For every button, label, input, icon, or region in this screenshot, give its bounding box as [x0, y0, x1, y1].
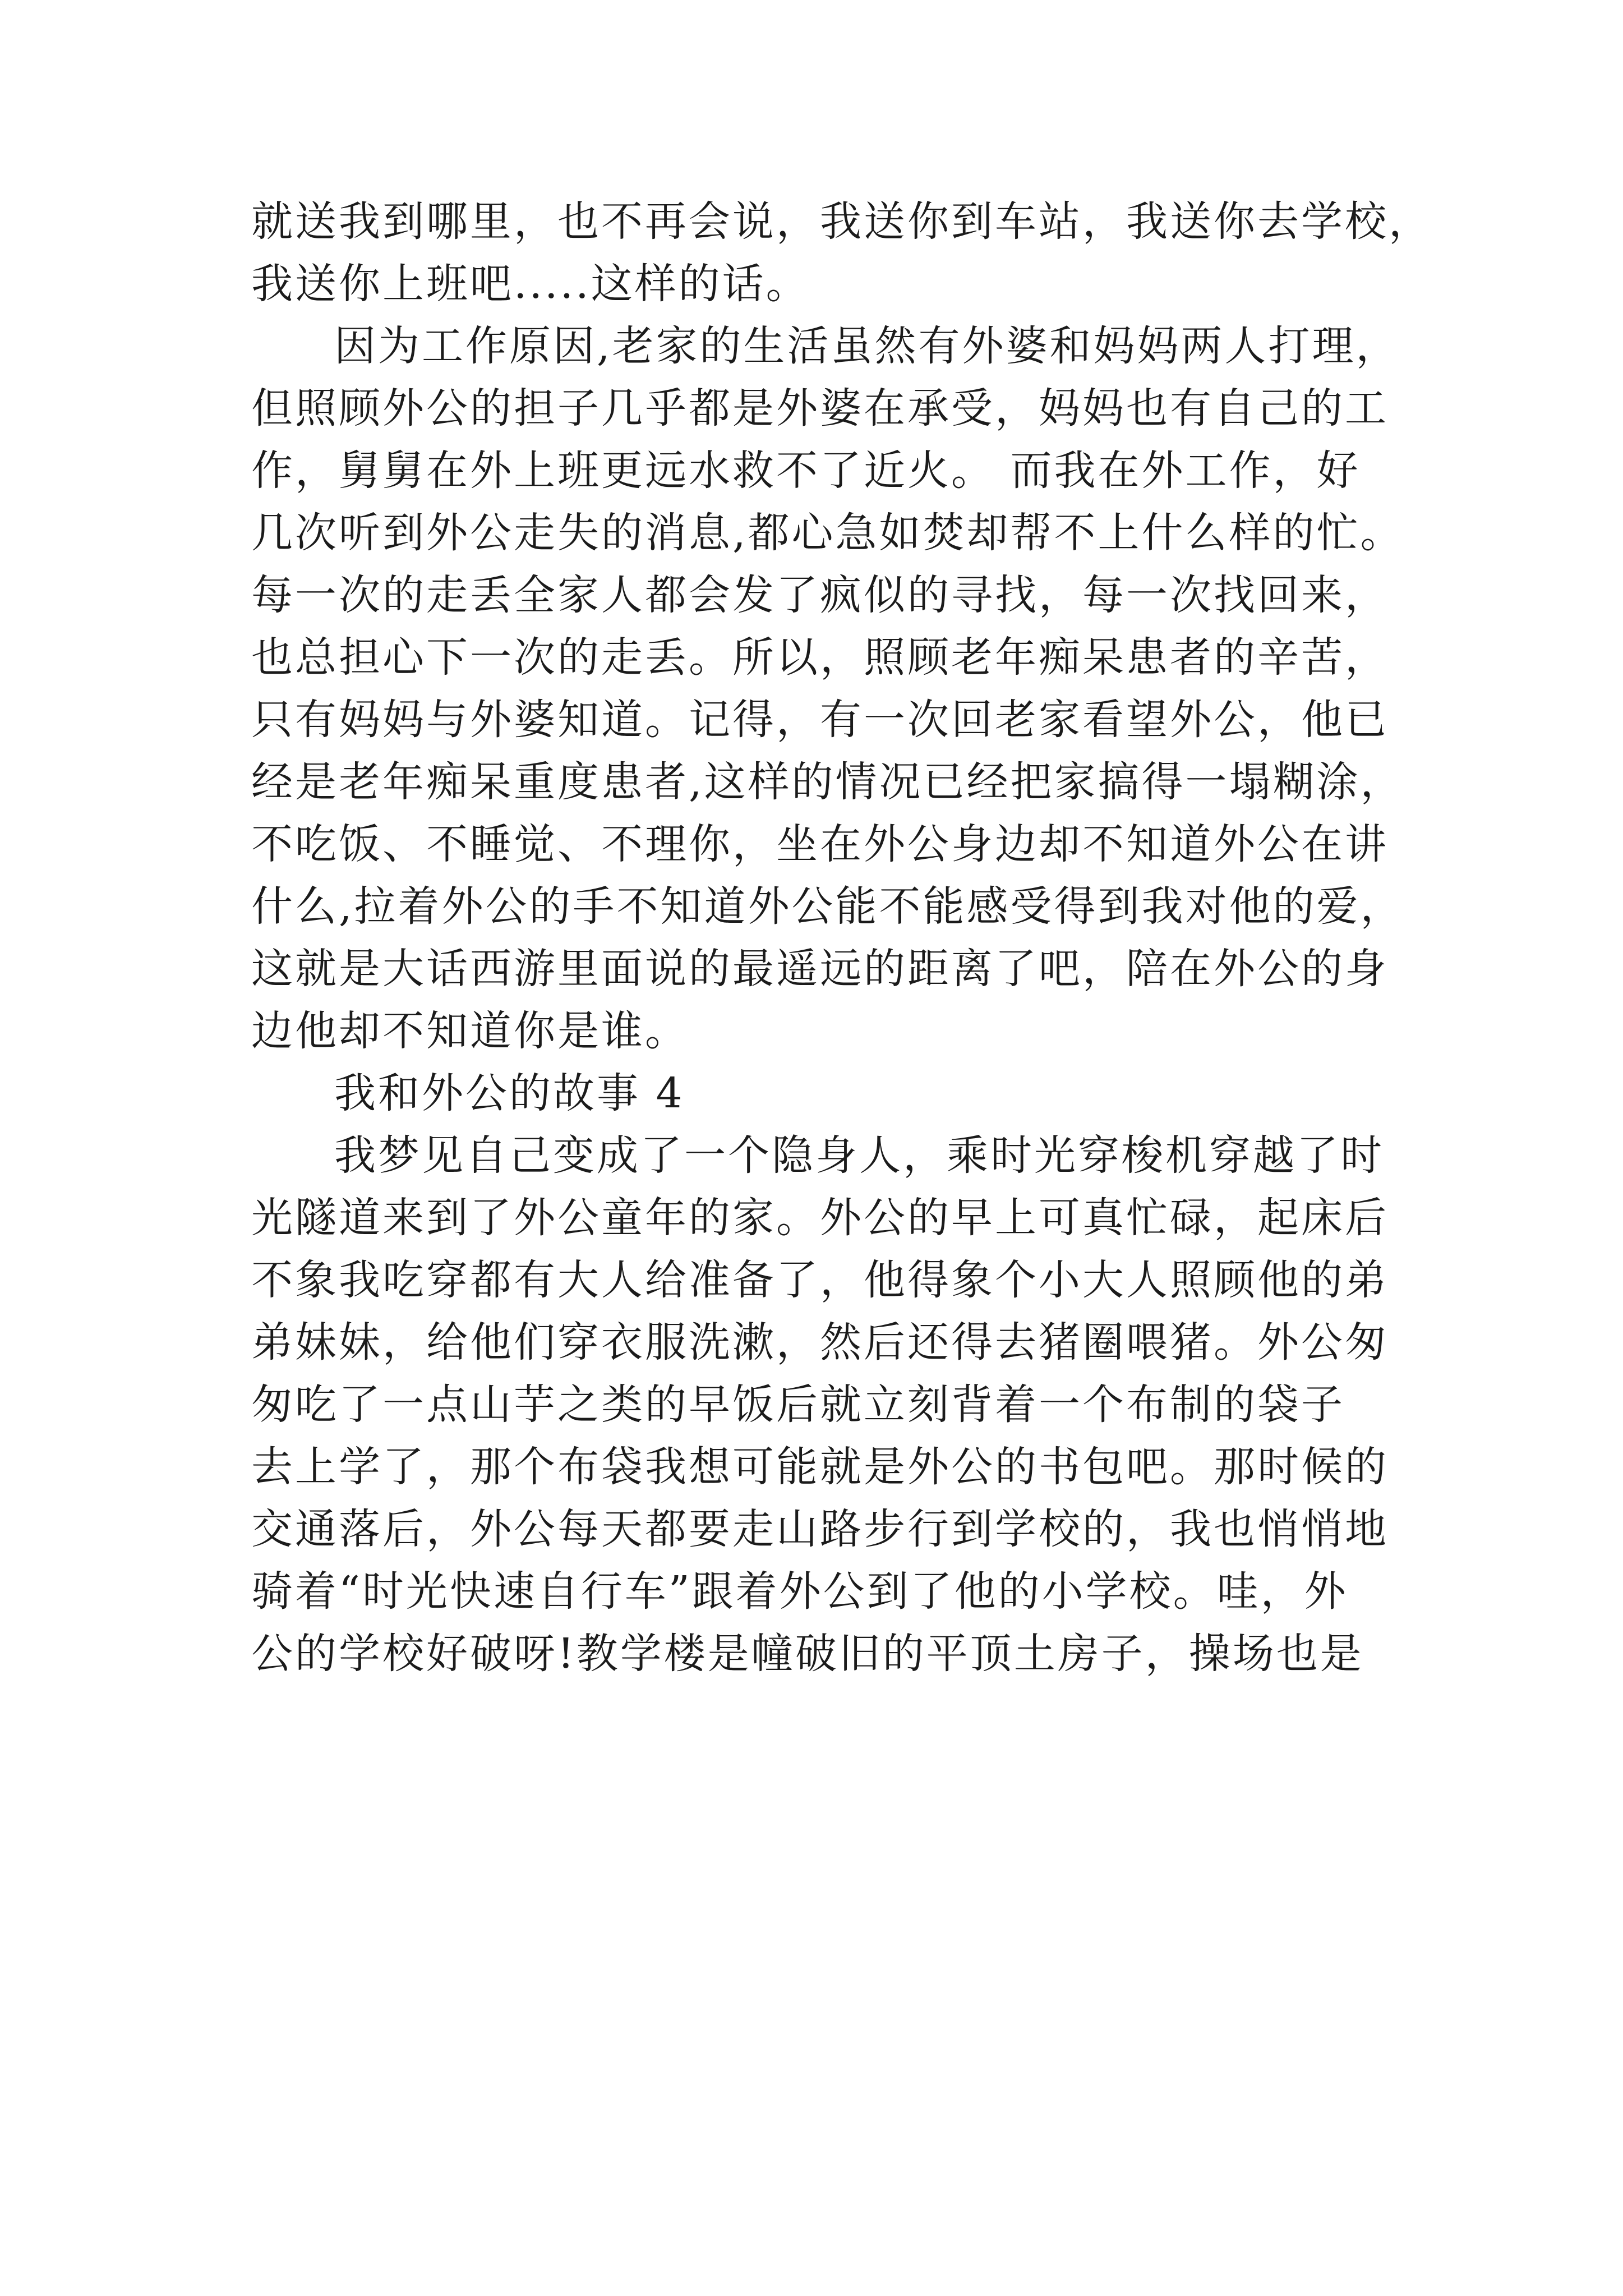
text-line: 经是老年痴呆重度患者,这样的情况已经把家搞得一塌糊涂， [251, 758, 1404, 806]
text-line: 光隧道来到了外公童年的家。外公的早上可真忙碌，起床后 [251, 1194, 1389, 1242]
text-line: 不吃饭、不睡觉、不理你，坐在外公身边却不知道外公在讲 [251, 820, 1389, 868]
text-line: 这就是大话西游里面说的最遥远的距离了吧，陪在外公的身 [251, 945, 1389, 993]
text-line: 交通落后，外公每天都要走山路步行到学校的，我也悄悄地 [251, 1505, 1389, 1553]
text-line: 但照顾外公的担子几乎都是外婆在承受，妈妈也有自己的工 [251, 384, 1389, 432]
section-heading: 我和外公的故事 4 [334, 1069, 685, 1117]
text-line: 也总担心下一次的走丢。所以，照顾老年痴呆患者的辛苦， [251, 633, 1389, 682]
text-line: 不象我吃穿都有大人给准备了，他得象个小大人照顾他的弟 [251, 1256, 1389, 1304]
text-line: 弟妹妹，给他们穿衣服洗漱，然后还得去猪圈喂猪。外公匆 [251, 1318, 1389, 1366]
text-line: 作，舅舅在外上班更远水救不了近火。 而我在外工作，好 [251, 447, 1361, 495]
text-line: 只有妈妈与外婆知道。记得，有一次回老家看望外公，他已 [251, 696, 1389, 744]
text-line: 边他却不知道你是谁。 [251, 1007, 689, 1055]
text-line: 每一次的走丢全家人都会发了疯似的寻找，每一次找回来， [251, 571, 1389, 619]
paragraph-start-line: 因为工作原因,老家的生活虽然有外婆和妈妈两人打理， [334, 322, 1400, 370]
text-line: 什么,拉着外公的手不知道外公能不能感受得到我对他的爱， [251, 882, 1404, 931]
text-line: 我送你上班吧.....这样的话。 [251, 260, 810, 308]
text-line: 公的学校好破呀!教学楼是幢破旧的平顶土房子，操场也是 [251, 1630, 1364, 1678]
text-line: 就送我到哪里，也不再会说，我送你到车站，我送你去学校， [251, 197, 1432, 246]
text-line: 几次听到外公走失的消息,都心急如焚却帮不上什么样的忙。 [251, 509, 1404, 557]
document-body [251, 191, 1432, 1685]
text-line: 骑着“时光快速自行车”跟着外公到了他的小学校。哇，外 [251, 1567, 1348, 1616]
text-line: 去上学了，那个布袋我想可能就是外公的书包吧。那时候的 [251, 1443, 1389, 1491]
paragraph-start-line: 我梦见自己变成了一个隐身人，乘时光穿梭机穿越了时 [334, 1131, 1384, 1180]
text-line: 匆吃了一点山芋之类的早饭后就立刻背着一个布制的袋子 [251, 1381, 1345, 1429]
